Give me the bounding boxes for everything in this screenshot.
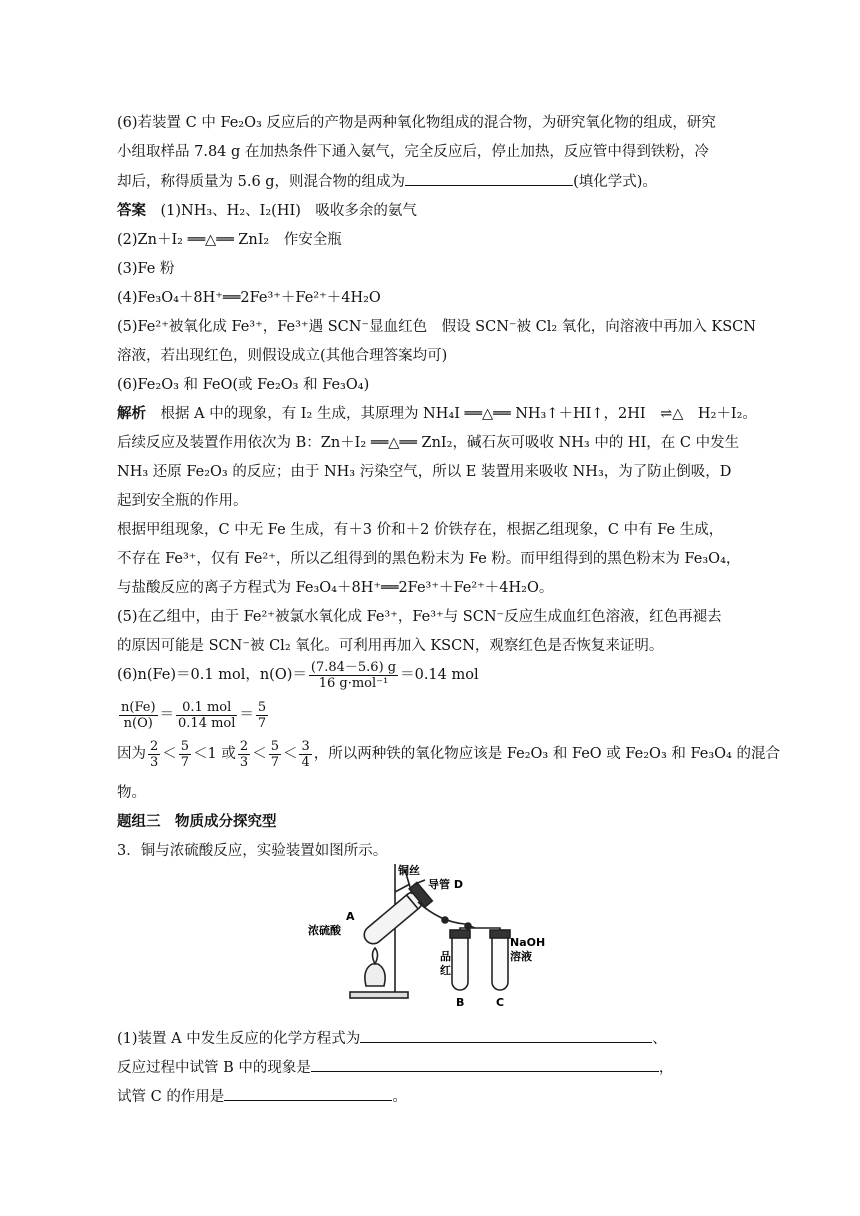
analysis-3: NH₃ 还原 Fe₂O₃ 的反应；由于 NH₃ 污染空气，所以 E 装置用来吸收 NH₃，为了防止倒吸，D — [117, 464, 732, 480]
q3-2-blank[interactable] — [311, 1057, 659, 1072]
analysis-9: 的原因可能是 SCN⁻被 Cl₂ 氧化。可利用再加入 KSCN，观察红色是否恢复来证明。 — [117, 638, 664, 654]
label-tube-d: 导管 D — [428, 878, 463, 891]
calc-line-2 — [117, 697, 270, 733]
q3-1-blank[interactable] — [360, 1028, 652, 1043]
test-tube-c — [492, 930, 508, 990]
q3-3-blank[interactable] — [224, 1086, 392, 1101]
q3-2-end: ， — [658, 1060, 674, 1076]
label-pink-1: 品 — [440, 950, 451, 963]
label-naoh-1: NaOH — [510, 936, 546, 949]
calc2-mid-num: 0.1 mol — [176, 700, 237, 716]
calc1-post: ＝0.14 mol — [400, 667, 479, 683]
q3-2-line — [117, 1057, 673, 1078]
frac-den: 7 — [180, 754, 190, 770]
frac-den: 7 — [270, 754, 279, 770]
answer-1: (1)NH₃、H₂、I₂(HI) 吸收多余的氨气 — [160, 203, 417, 219]
label-copper-wire: 铜丝 — [398, 864, 420, 877]
q3-2-text: 反应过程中试管 B 中的现象是 — [117, 1060, 311, 1076]
frac-5-7-a — [179, 739, 191, 770]
label-c: C — [496, 996, 505, 1009]
apparatus-figure — [300, 862, 550, 1022]
q3-1-line — [117, 1028, 667, 1049]
frac-2-3-a — [148, 739, 160, 770]
q6-line-3-text: 却后，称得质量为 5.6 g，则混合物的组成为 — [117, 174, 406, 190]
label-b: B — [456, 996, 465, 1009]
calc2-left-num: n(Fe) — [121, 699, 156, 715]
calc3-pre: 因为 — [117, 746, 146, 762]
calc2-mid — [176, 700, 237, 731]
calc2-right-num: 5 — [257, 699, 267, 715]
flame — [373, 948, 378, 964]
calc2-right-den: 7 — [257, 715, 267, 731]
analysis-label: 解析 — [117, 406, 146, 422]
tube-joint-1 — [442, 917, 448, 923]
label-a: A — [346, 910, 355, 923]
q6-line-3-end: (填化学式)。 — [573, 174, 657, 190]
frac-num: 2 — [239, 738, 249, 754]
q3-3-line — [117, 1086, 407, 1107]
answer-3: (3)Fe 粉 — [117, 261, 175, 277]
frac-den: 3 — [239, 754, 249, 770]
answer-6: (6)Fe₂O₃ 和 FeO(或 Fe₂O₃ 和 Fe₃O₄) — [117, 377, 370, 393]
frac-2-3-b — [238, 739, 250, 770]
analysis-4: 起到安全瓶的作用。 — [117, 493, 248, 509]
q6-line-2: 小组取样品 7.84 g 在加热条件下通入氨气，完全反应后，停止加热，反应管中得到铁粉，冷 — [117, 144, 709, 160]
calc1-num: (7.84－5.6) g — [310, 659, 397, 675]
analysis-8: (5)在乙组中，由于 Fe²⁺被氯水氧化成 Fe³⁺，Fe³⁺与 SCN⁻反应生成血红色溶液，红色再褪去 — [117, 609, 722, 625]
alcohol-lamp — [365, 964, 385, 986]
lt-sign: ＜ — [162, 746, 177, 762]
answer-line-1 — [117, 201, 417, 221]
apparatus-diagram — [300, 862, 550, 1022]
q3-3-end: 。 — [392, 1089, 407, 1105]
calc-line-3 — [117, 736, 780, 772]
clamp — [395, 884, 410, 892]
analysis-text-1: 根据 A 中的现象，有 I₂ 生成，其原理为 NH₄I ══△══ NH₃↑＋HI↑，2HI ⇌△ H₂＋I₂。 — [160, 406, 757, 422]
calc2-eq2: ＝ — [239, 707, 254, 723]
frac-den: 3 — [150, 754, 159, 770]
q3-1-end: 、 — [652, 1031, 667, 1047]
stopper-b — [450, 930, 470, 938]
frac-num: 2 — [150, 738, 159, 754]
stand-base — [350, 992, 408, 998]
frac-num: 5 — [180, 738, 190, 754]
frac-5-7-b — [269, 739, 281, 770]
lt-sign: ＜ — [282, 746, 298, 762]
answer-blank[interactable] — [405, 171, 573, 186]
question-3: 3．铜与浓硫酸反应，实验装置如图所示。 — [117, 843, 388, 859]
answer-5a: (5)Fe²⁺被氧化成 Fe³⁺，Fe³⁺遇 SCN⁻显血红色 假设 SCN⁻被 Cl₂ 氧化，向溶液中再加入 KSCN — [117, 319, 756, 335]
analysis-5: 根据甲组现象，C 中无 Fe 生成，有＋3 价和＋2 价铁存在，根据乙组现象，C 中有 Fe 生成， — [117, 522, 724, 538]
analysis-2: 后续反应及装置作用依次为 B：Zn＋I₂ ══△══ ZnI₂，碱石灰可吸收 NH₃ 中的 HI，在 C 中发生 — [117, 435, 740, 451]
calc2-left — [119, 700, 158, 731]
analysis-line-1 — [117, 404, 757, 424]
calc-line-4: 物。 — [117, 785, 146, 801]
group-heading: 题组三 物质成分探究型 — [117, 814, 277, 830]
q6-line-3 — [117, 171, 657, 192]
test-tube-b — [452, 930, 468, 990]
calc3-lt1: ＜1 或 — [193, 746, 236, 762]
label-acid: 浓硫酸 — [308, 924, 341, 937]
answer-label: 答案 — [117, 203, 146, 219]
answer-5b: 溶液，若出现红色，则假设成立(其他合理答案均可) — [117, 348, 448, 364]
label-naoh-2: 溶液 — [510, 950, 532, 963]
q3-1-text: (1)装置 A 中发生反应的化学方程式为 — [117, 1031, 361, 1047]
calc2-eq1: ＝ — [159, 707, 175, 723]
answer-4: (4)Fe₃O₄＋8H⁺══2Fe³⁺＋Fe²⁺＋4H₂O — [117, 290, 381, 306]
q6-line-1: (6)若装置 C 中 Fe₂O₃ 反应后的产物是两种氧化物组成的混合物，为研究氧化物的组成，研究 — [117, 115, 716, 131]
calc1-fraction — [309, 660, 398, 691]
q3-3-text: 试管 C 的作用是 — [117, 1089, 225, 1105]
calc2-right — [256, 700, 268, 731]
calc3-post: ，所以两种铁的氧化物应该是 Fe₂O₃ 和 FeO 或 Fe₂O₃ 和 Fe₃O₄ 的混合 — [313, 746, 780, 762]
analysis-6: 不存在 Fe³⁺，仅有 Fe²⁺，所以乙组得到的黑色粉末为 Fe 粉。而甲组得到的黑色粉末为 Fe₃O₄， — [117, 551, 741, 567]
answer-2: (2)Zn＋I₂ ══△══ ZnI₂ 作安全瓶 — [117, 232, 342, 248]
analysis-7: 与盐酸反应的离子方程式为 Fe₃O₄＋8H⁺══2Fe³⁺＋Fe²⁺＋4H₂O。 — [117, 580, 554, 596]
stopper-c — [490, 930, 510, 938]
label-pink-2: 红 — [440, 964, 451, 977]
lt-sign: ＜ — [252, 746, 267, 762]
calc2-left-den: n(O) — [123, 715, 153, 731]
calc1-den: 16 g·mol⁻¹ — [318, 675, 389, 691]
calc-line-1 — [117, 657, 479, 693]
calc1-pre: (6)n(Fe)＝0.1 mol，n(O)＝ — [117, 667, 307, 683]
frac-num: 3 — [301, 738, 310, 754]
frac-num: 5 — [270, 738, 279, 754]
frac-3-4 — [299, 739, 311, 770]
calc2-mid-den: 0.14 mol — [178, 715, 236, 731]
frac-den: 4 — [301, 754, 310, 770]
